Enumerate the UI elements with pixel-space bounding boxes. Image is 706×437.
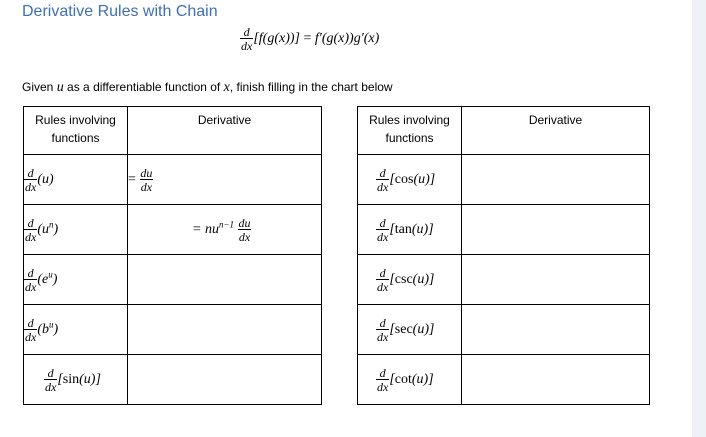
function-arg: (u) — [412, 321, 429, 337]
function-name: cos — [394, 171, 414, 187]
function-arg: (u) — [411, 221, 429, 237]
function-name: cot — [394, 371, 412, 387]
rule-close: ) — [53, 221, 59, 237]
frac-num: d — [379, 365, 386, 380]
rule-cell — [24, 305, 128, 355]
rule-expr: (b — [37, 321, 49, 337]
answer-cell[interactable] — [462, 205, 650, 255]
instruction-var-u: u — [56, 80, 64, 95]
answer-cell[interactable] — [462, 255, 650, 305]
derivative-operator — [240, 26, 253, 52]
frac-den: dx — [238, 229, 251, 244]
rule-expr: (u — [37, 221, 49, 237]
frac-den: dx — [377, 329, 389, 344]
frac-den: dx — [25, 229, 37, 244]
rule-exponent: u — [49, 319, 54, 330]
table-row — [358, 355, 650, 405]
left-rules-table — [23, 106, 322, 405]
frac-num: du — [140, 165, 153, 180]
answer-cell[interactable] — [462, 355, 650, 405]
frac-den: dx — [25, 329, 37, 344]
frac-num: d — [379, 215, 386, 230]
header-rules-line2: functions — [51, 131, 100, 145]
table-row — [24, 155, 322, 205]
instruction-part2: as a differentiable function of — [67, 80, 221, 94]
answer-cell[interactable] — [128, 205, 322, 255]
frac-den: dx — [140, 179, 153, 194]
frac-num: d — [27, 315, 34, 330]
rule-cell: $\frac{d}{dx}$ [cot(u)] — [358, 355, 462, 405]
frac-num: d — [27, 265, 34, 280]
rule-cell — [24, 155, 128, 205]
answer-cell[interactable] — [128, 155, 322, 205]
deriv-exponent: n−1 — [218, 219, 235, 230]
instruction-part3: , finish filling in the chart below — [229, 80, 393, 94]
function-name: csc — [394, 271, 413, 287]
rule-cell — [24, 255, 128, 305]
deriv-prefix: = — [128, 171, 136, 187]
table-row — [358, 255, 650, 305]
frac-num: d — [27, 165, 34, 180]
answer-cell[interactable] — [462, 155, 650, 205]
chain-rhs: f′(g(x))g′(x) — [314, 31, 380, 47]
answer-cell[interactable] — [128, 355, 322, 405]
table-row — [24, 255, 322, 305]
right-rules-table — [357, 106, 650, 405]
frac-den: dx — [377, 179, 389, 194]
header-rules-line2: functions — [385, 131, 434, 145]
answer-cell[interactable] — [462, 305, 650, 355]
window-edge — [692, 0, 706, 437]
header-rules — [358, 107, 462, 155]
instruction-text — [22, 80, 393, 96]
frac-num: d — [47, 365, 54, 380]
frac-num: du — [238, 215, 251, 230]
rule-cell: $\frac{d}{dx}$ [csc(u)] — [358, 255, 462, 305]
header-rules-line1: Rules involving — [369, 113, 450, 127]
table-row — [358, 205, 650, 255]
frac-den: dx — [377, 379, 389, 394]
table-row — [358, 155, 650, 205]
rule-close: ) — [52, 271, 58, 287]
rule-cell: $\frac{d}{dx}$ [cos(u)] — [358, 155, 462, 205]
frac-num: d — [243, 25, 250, 39]
frac-den: dx — [45, 379, 57, 394]
table-header-row — [358, 107, 650, 155]
frac-den: dx — [377, 279, 389, 294]
frac-den: dx — [25, 279, 37, 294]
page-title: Derivative Rules with Chain — [22, 3, 218, 20]
frac-den: dx — [241, 39, 253, 53]
rule-cell: $\frac{d}{dx}$ [sec(u)] — [358, 305, 462, 355]
rule-cell: $\frac{d}{dx}$ [sin(u)] — [24, 355, 128, 405]
table-header-row — [24, 107, 322, 155]
rule-expr: (u) — [37, 171, 54, 187]
function-arg: (u) — [412, 271, 429, 287]
rule-exponent: n — [49, 219, 54, 230]
deriv-prefix: = nu — [192, 221, 219, 237]
function-arg: (u) — [413, 171, 430, 187]
chain-equals: = — [303, 31, 312, 47]
function-name: sin — [62, 371, 80, 387]
instruction-part1: Given — [22, 80, 54, 94]
header-derivative: Derivative — [462, 107, 650, 155]
chain-lhs: [f(g(x))] — [253, 31, 300, 47]
frac-num: d — [379, 315, 386, 330]
instruction-var-x: x — [223, 80, 230, 95]
answer-cell[interactable] — [128, 305, 322, 355]
header-rules-line1: Rules involving — [35, 113, 116, 127]
rule-cell — [24, 205, 128, 255]
frac-den: dx — [377, 229, 389, 244]
answer-cell[interactable] — [128, 255, 322, 305]
function-name: sec — [394, 321, 413, 337]
rule-cell: $\frac{d}{dx}$ [tan(u)] — [358, 205, 462, 255]
header-derivative: Derivative — [128, 107, 322, 155]
chain-rule-formula — [240, 26, 379, 52]
rule-close: ) — [53, 321, 59, 337]
header-rules — [24, 107, 128, 155]
table-row — [24, 205, 322, 255]
rule-exponent: u — [48, 269, 53, 280]
frac-num: d — [379, 265, 386, 280]
function-arg: (u) — [411, 371, 429, 387]
frac-num: d — [27, 215, 34, 230]
table-row — [24, 355, 322, 405]
table-row — [358, 305, 650, 355]
table-row — [24, 305, 322, 355]
function-arg: (u) — [79, 371, 96, 387]
frac-den: dx — [25, 179, 37, 194]
frac-num: d — [379, 165, 386, 180]
rule-expr: (e — [37, 271, 49, 287]
function-name: tan — [394, 221, 412, 237]
